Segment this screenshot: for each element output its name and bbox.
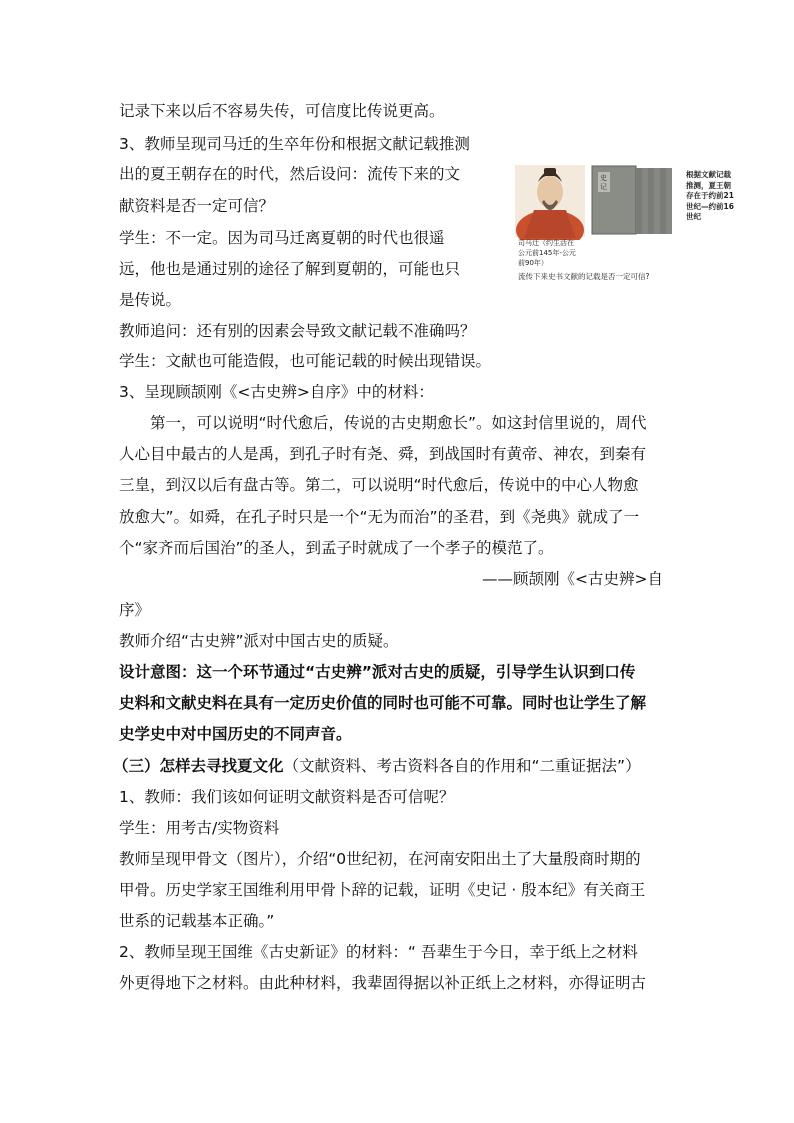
section-heading bbox=[113, 755, 641, 777]
text-line: 学生：文献也可能造假，也可能记载的时候出现错误。 bbox=[119, 352, 492, 370]
portrait-caption-line: 公元前145年-公元 bbox=[518, 249, 576, 257]
section-heading-rest: （文献资料、考古资料各自的作用和“二重证据法”） bbox=[283, 757, 641, 775]
side-text bbox=[686, 170, 734, 223]
side-text-line: 推测，夏王朝 bbox=[686, 180, 731, 190]
text-line: 教师呈现甲骨文（图片），介绍“0世纪初，在河南安阳出土了大量殷商时期的 bbox=[119, 850, 641, 868]
book-title: 史记 bbox=[600, 174, 607, 191]
design-intent-line: 设计意图：这一个环节通过“古史辨”派对古史的质疑，引导学生认识到口传 bbox=[119, 663, 636, 681]
quote-line: 三皇，到汉以后有盘古等。第二，可以说明“时代愈后，传说中的中心人物愈 bbox=[119, 476, 639, 494]
side-text-line: 世纪 bbox=[686, 212, 701, 221]
portrait-caption bbox=[518, 238, 576, 268]
figure-bottom-caption: 流传下来史书文献的记载是否一定可信? bbox=[518, 272, 650, 281]
section-heading-bold: （三）怎样去寻找夏文化 bbox=[113, 757, 284, 775]
quote-line: 第一，可以说明“时代愈后，传说的古史期愈长”。如这封信里说的，周代 bbox=[150, 414, 647, 432]
text-line: 3、教师呈现司马迁的生卒年份和根据文献记载推测 bbox=[119, 135, 470, 153]
text-line: 教师追问：还有别的因素会导致文献记载不准确吗？ bbox=[119, 322, 476, 340]
text-line: 1、教师：我们该如何证明文献资料是否可信呢？ bbox=[119, 788, 455, 806]
design-intent-line: 史学史中对中国历史的不同声音。 bbox=[119, 725, 352, 743]
quote-line: 个“家齐而后国治”的圣人，到孟子时就成了一个孝子的模范了。 bbox=[119, 539, 554, 557]
side-text-line: 世纪—约前16 bbox=[686, 201, 734, 211]
text-line: 学生：不一定。因为司马迁离夏朝的时代也很遥 bbox=[119, 229, 445, 247]
quote-source: ——顾颉刚《<古史辨>自 bbox=[482, 570, 663, 588]
text-line: 远，他也是通过别的途径了解到夏朝的，可能也只 bbox=[119, 260, 461, 278]
portrait-caption-line: 前90年） bbox=[518, 259, 548, 267]
text-line: 世系的记载基本正确。” bbox=[119, 912, 275, 930]
side-text-line: 存在于约前21 bbox=[686, 191, 734, 200]
text-line: 外更得地下之材料。由此种材料，我辈固得据以补正纸上之材料，亦得证明古 bbox=[119, 974, 647, 992]
side-text-line: 根据文献记载 bbox=[686, 170, 731, 179]
text-line: 记录下来以后不容易失传，可信度比传说更高。 bbox=[119, 102, 445, 120]
text-line: 2、教师呈现王国维《古史新证》的材料：“ 吾辈生于今日，幸于纸上之材料 bbox=[119, 943, 638, 961]
text-line: 出的夏王朝存在的时代，然后设问：流传下来的文 bbox=[119, 165, 461, 183]
text-line: 教师介绍“古史辨”派对中国古史的质疑。 bbox=[119, 632, 399, 650]
quote-source: 序》 bbox=[119, 601, 151, 619]
design-intent-line: 史料和文献史料在具有一定历史价值的同时也可能不可靠。同时也让学生了解 bbox=[119, 694, 647, 712]
quote-line: 人心目中最古的人是禹，到孔子时有尧、舜，到战国时有黄帝、神农，到秦有 bbox=[119, 445, 647, 463]
quote-line: 放愈大”。如舜，在孔子时只是一个“无为而治”的圣君，到《尧典》就成了一 bbox=[119, 508, 640, 526]
portrait-books-illustration bbox=[510, 160, 680, 240]
portrait-caption-line: 司马迁（约生活在 bbox=[518, 239, 574, 247]
text-line: 是传说。 bbox=[119, 291, 182, 309]
text-line: 学生：用考古/实物资料 bbox=[119, 819, 280, 837]
text-line: 甲骨。历史学家王国维利用甲骨卜辞的记载，证明《史记 · 殷本纪》有关商王 bbox=[119, 881, 646, 899]
text-line: 献资料是否一定可信？ bbox=[119, 197, 275, 215]
text-line: 3、呈现顾颉刚《<古史辨>自序》中的材料： bbox=[119, 383, 434, 401]
sima-qian-figure bbox=[510, 160, 750, 320]
